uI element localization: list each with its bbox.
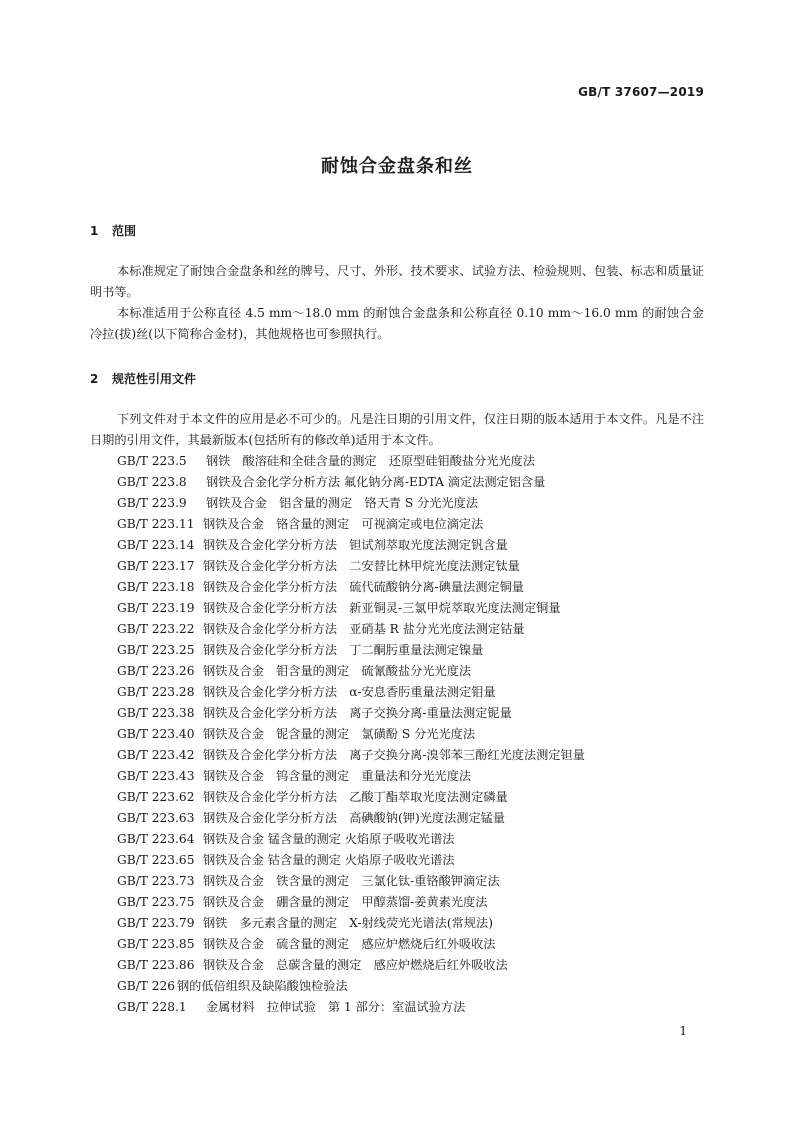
reference-code: GB/T 223.26 [117, 664, 195, 678]
reference-item [117, 976, 717, 997]
reference-title: 钢铁及合金化学分析方法 α-安息香肟重量法测定钼量 [203, 685, 496, 699]
reference-item [117, 514, 717, 535]
reference-item [117, 556, 717, 577]
reference-title: 钢铁及合金化学分析方法 丁二酮肟重量法测定镍量 [203, 643, 484, 657]
reference-item [117, 913, 717, 934]
reference-title: 钢铁及合金化学分析方法 高碘酸钠(钾)光度法测定锰量 [203, 811, 506, 825]
reference-code: GB/T 223.63 [117, 811, 195, 825]
reference-code: GB/T 226 [117, 979, 176, 993]
reference-code: GB/T 223.73 [117, 874, 195, 888]
reference-code: GB/T 223.14 [117, 538, 195, 552]
page-number: 1 [679, 1024, 687, 1038]
reference-code: GB/T 223.42 [117, 748, 195, 762]
reference-item [117, 787, 717, 808]
reference-list [117, 451, 717, 1018]
reference-item [117, 892, 717, 913]
scope-paragraph-2: 本标准适用于公称直径 4.5 mm～18.0 mm 的耐蚀合金盘条和公称直径 0.10 mm～16.0 mm 的耐蚀合金冷拉(拔)丝(以下简称合金材)，其他规格也可参照执行。 [90, 306, 704, 341]
reference-code: GB/T 223.11 [117, 517, 195, 531]
section-heading-scope [90, 222, 136, 239]
reference-item [117, 577, 717, 598]
reference-item [117, 850, 717, 871]
section-number: 2 [90, 372, 99, 386]
reference-title: 钢铁及合金化学分析方法 离子交换分离-重量法测定铌量 [203, 706, 512, 720]
reference-item [117, 724, 717, 745]
reference-title: 钢铁及合金 钨含量的测定 重量法和分光光度法 [203, 769, 472, 783]
document-title: 耐蚀合金盘条和丝 [321, 156, 473, 177]
reference-item [117, 703, 717, 724]
reference-title: 钢铁及合金 钼含量的测定 硫氰酸盐分光光度法 [203, 664, 472, 678]
reference-title: 钢铁及合金化学分析方法 钽试剂萃取光度法测定钒含量 [203, 538, 508, 552]
reference-title: 钢铁及合金 总碳含量的测定 感应炉燃烧后红外吸收法 [203, 958, 508, 972]
reference-title: 钢铁及合金化学分析方法 二安替比林甲烷光度法测定钛量 [203, 559, 520, 573]
reference-title: 钢的低倍组织及缺陷酸蚀检验法 [177, 979, 348, 993]
reference-item [117, 808, 717, 829]
reference-item [117, 598, 717, 619]
reference-title: 钢铁及合金 铁含量的测定 三氯化钛-重铬酸钾滴定法 [203, 874, 500, 888]
reference-title: 钢铁及合金化学分析方法 亚硝基 R 盐分光光度法测定钴量 [203, 622, 525, 636]
reference-item [117, 997, 717, 1018]
scope-paragraph-1: 本标准规定了耐蚀合金盘条和丝的牌号、尺寸、外形、技术要求、试验方法、检验规则、包装、标志和质量证明书等。 [90, 264, 704, 299]
reference-item [117, 661, 717, 682]
reference-title: 钢铁及合金 铌含量的测定 氯磺酚 S 分光光度法 [203, 727, 476, 741]
reference-item [117, 451, 717, 472]
reference-title: 金属材料 拉伸试验 第 1 部分：室温试验方法 [206, 1000, 466, 1014]
standard-number: GB/T 37607—2019 [578, 85, 704, 99]
reference-item [117, 955, 717, 976]
reference-title: 钢铁及合金化学分析方法 硫代硫酸钠分离-碘量法测定铜量 [203, 580, 524, 594]
reference-item [117, 640, 717, 661]
reference-code: GB/T 223.79 [117, 916, 195, 930]
section-number: 1 [90, 224, 99, 238]
reference-item [117, 472, 717, 493]
reference-code: GB/T 223.17 [117, 559, 195, 573]
reference-title: 钢铁 多元素含量的测定 X-射线荧光光谱法(常规法) [203, 916, 493, 930]
reference-code: GB/T 223.38 [117, 706, 195, 720]
reference-item [117, 493, 717, 514]
reference-code: GB/T 223.5 [117, 454, 187, 468]
reference-code: GB/T 223.19 [117, 601, 195, 615]
reference-item [117, 871, 717, 892]
reference-code: GB/T 223.28 [117, 685, 195, 699]
reference-title: 钢铁及合金化学分析方法 离子交换分离-溴邻苯三酚红光度法测定钽量 [203, 748, 585, 762]
reference-title: 钢铁及合金化学分析方法 新亚铜灵-三氯甲烷萃取光度法测定铜量 [203, 601, 561, 615]
reference-code: GB/T 223.18 [117, 580, 195, 594]
reference-title: 钢铁及合金 硫含量的测定 感应炉燃烧后红外吸收法 [203, 937, 496, 951]
reference-code: GB/T 223.86 [117, 958, 195, 972]
reference-title: 钢铁及合金化学分析方法 氟化钠分离-EDTA 滴定法测定铝含量 [206, 475, 546, 489]
reference-code: GB/T 223.75 [117, 895, 195, 909]
reference-title: 钢铁及合金 锰含量的测定 火焰原子吸收光谱法 [203, 832, 455, 846]
reference-title: 钢铁 酸溶硅和全硅含量的测定 还原型硅钼酸盐分光光度法 [206, 454, 536, 468]
section-title: 规范性引用文件 [112, 372, 197, 386]
section-title: 范围 [112, 224, 137, 238]
reference-code: GB/T 223.65 [117, 853, 195, 867]
reference-code: GB/T 223.25 [117, 643, 195, 657]
reference-code: GB/T 223.43 [117, 769, 195, 783]
reference-item [117, 619, 717, 640]
reference-title: 钢铁及合金 硼含量的测定 甲醇蒸馏-姜黄素光度法 [203, 895, 488, 909]
reference-code: GB/T 223.22 [117, 622, 195, 636]
reference-code: GB/T 223.64 [117, 832, 195, 846]
reference-code: GB/T 223.85 [117, 937, 195, 951]
reference-item [117, 745, 717, 766]
reference-title: 钢铁及合金 钴含量的测定 火焰原子吸收光谱法 [203, 853, 455, 867]
reference-code: GB/T 223.9 [117, 496, 187, 510]
section-heading-normative-references [90, 370, 196, 387]
reference-item [117, 829, 717, 850]
reference-title: 钢铁及合金 铝含量的测定 铬天青 S 分光光度法 [206, 496, 479, 510]
reference-title: 钢铁及合金 铬含量的测定 可视滴定或电位滴定法 [203, 517, 484, 531]
reference-item [117, 535, 717, 556]
reference-title: 钢铁及合金化学分析方法 乙酸丁酯萃取光度法测定磷量 [203, 790, 508, 804]
reference-item [117, 766, 717, 787]
reference-code: GB/T 223.62 [117, 790, 195, 804]
reference-code: GB/T 223.40 [117, 727, 195, 741]
reference-code: GB/T 223.8 [117, 475, 187, 489]
reference-item [117, 682, 717, 703]
reference-code: GB/T 228.1 [117, 1000, 187, 1014]
reference-item [117, 934, 717, 955]
references-intro-paragraph: 下列文件对于本文件的应用是必不可少的。凡是注日期的引用文件，仅注日期的版本适用于本文件。凡是不注日期的引用文件，其最新版本(包括所有的修改单)适用于本文件。 [90, 412, 704, 447]
